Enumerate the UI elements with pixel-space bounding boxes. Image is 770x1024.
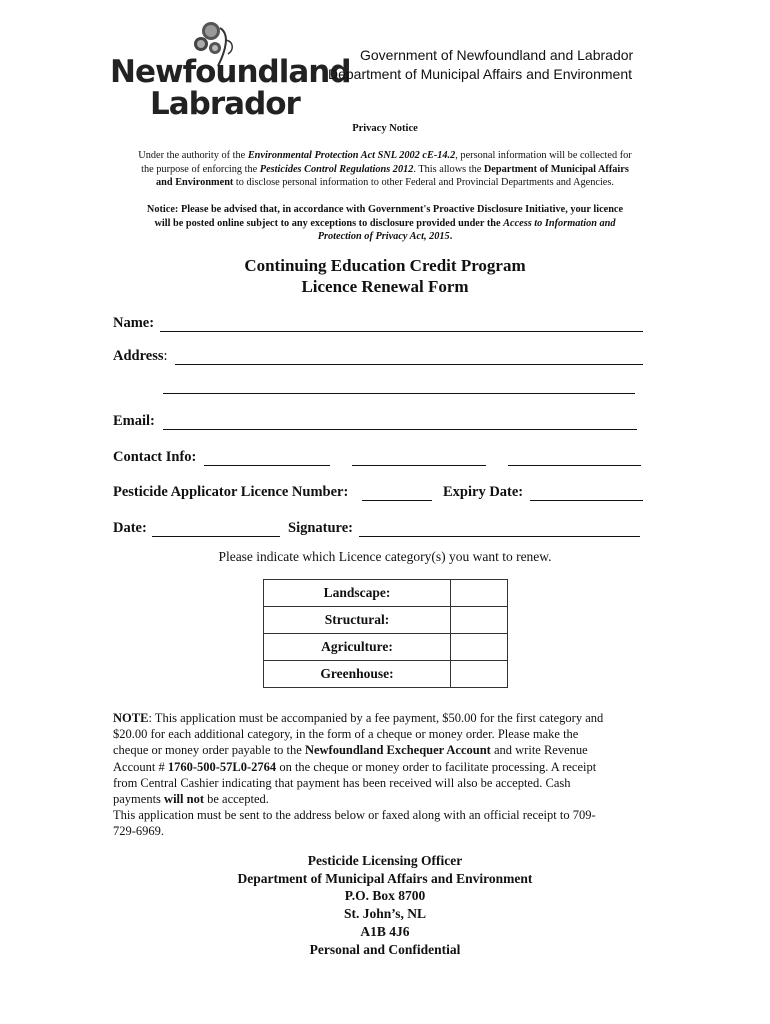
licence-number-label: Pesticide Applicator Licence Number: <box>113 484 349 500</box>
address-line-3: P.O. Box 8700 <box>344 888 426 904</box>
table-row <box>264 634 508 661</box>
government-name: Government of Newfoundland and Labrador <box>360 47 634 63</box>
address-line-2: Department of Municipal Affairs and Environment <box>237 870 533 886</box>
table-row <box>264 580 508 607</box>
category-table <box>263 579 508 688</box>
signature-field[interactable] <box>359 536 640 537</box>
contact-field-3[interactable] <box>508 465 641 466</box>
address-field-line-2[interactable] <box>163 393 635 394</box>
logo-line-1: Newfoundland <box>110 54 351 90</box>
contact-field-2[interactable] <box>352 465 486 466</box>
email-label: Email: <box>113 413 155 429</box>
email-field[interactable] <box>163 429 637 430</box>
address-line-4: St. John’s, NL <box>343 906 427 922</box>
address-line-6: Personal and Confidential <box>309 941 461 957</box>
category-prompt: Please indicate which Licence category(s) you want to renew. <box>218 549 552 564</box>
department-name: Department of Municipal Affairs and Environment <box>328 66 633 82</box>
name-field[interactable] <box>160 331 643 332</box>
table-row <box>264 607 508 634</box>
category-greenhouse-checkbox[interactable] <box>451 661 508 688</box>
name-label: Name: <box>113 315 155 331</box>
licence-number-field[interactable] <box>362 500 432 501</box>
expiry-date-field[interactable] <box>530 500 643 501</box>
category-greenhouse-label: Greenhouse: <box>264 661 451 688</box>
address-line-5: A1B 4J6 <box>360 923 410 939</box>
category-agriculture-label: Agriculture: <box>264 634 451 661</box>
fee-note: NOTE: This application must be accompanied by a fee payment, $50.00 for the first category and $20.00 for each additional category, in the form of a cheque or money order. Please make the cheque or money order payable to the Newfoundland Exchequer Account and write Revenue Account # 1760-500-57L0-2764 on the cheque or money order to facilitate processing. A receipt from Central Cashier indicating that payment has been received will also be accepted. Cash payments will not be accepted. This application must be sent to the address below or faxed along with an official receipt to 709- 729-6969. <box>113 711 604 839</box>
address-line-1: Pesticide Licensing Officer <box>307 853 463 868</box>
category-structural-checkbox[interactable] <box>451 607 508 634</box>
form-subtitle: Licence Renewal Form <box>301 277 469 296</box>
form-title: Continuing Education Credit Program <box>244 256 526 275</box>
category-agriculture-checkbox[interactable] <box>451 634 508 661</box>
category-structural-label: Structural: <box>264 607 451 634</box>
category-landscape-label: Landscape: <box>264 580 451 607</box>
privacy-notice-paragraph: Under the authority of the Environmental Protection Act SNL 2002 cE-14.2, personal information will be collected for the purpose of enforcing the Pesticides Control Regulations 2012. This allows the Department of Municipal Affairs and Environment to disclose personal information to other Federal and Provincial Departments and Agencies. <box>138 150 632 188</box>
category-landscape-checkbox[interactable] <box>451 580 508 607</box>
contact-info-label: Contact Info: <box>113 449 197 465</box>
date-field[interactable] <box>152 536 280 537</box>
disclosure-notice: Notice: Please be advised that, in accordance with Government's Proactive Disclosure Initiative, your licence will be posted online subject to any exceptions to disclosure provided under the Access to Information and Protection of Privacy Act, 2015. <box>146 204 624 242</box>
signature-label: Signature: <box>288 520 353 536</box>
logo-line-2: Labrador <box>150 86 300 122</box>
table-row <box>264 661 508 688</box>
government-logo <box>110 20 351 122</box>
address-label: Address: <box>113 348 168 364</box>
mailing-address <box>0 852 770 958</box>
privacy-notice-title: Privacy Notice <box>352 123 418 134</box>
expiry-date-label: Expiry Date: <box>443 484 524 500</box>
contact-field-1[interactable] <box>204 465 330 466</box>
address-field-line-1[interactable] <box>175 364 643 365</box>
date-label: Date: <box>113 520 147 536</box>
